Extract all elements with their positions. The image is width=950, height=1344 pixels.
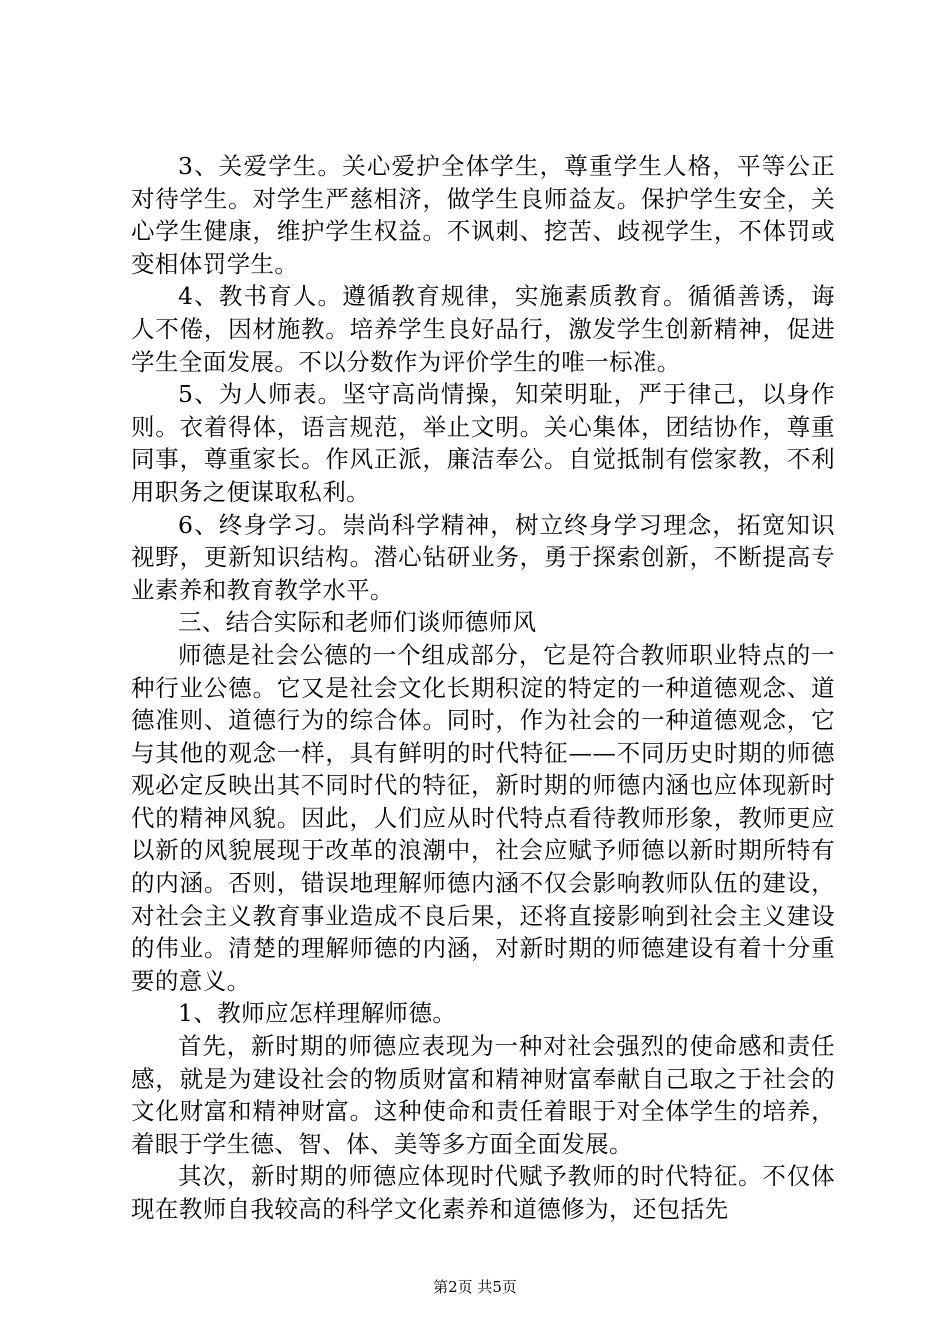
page-number-footer: 第2页 共5页 — [433, 1278, 517, 1296]
paragraph-role-model: 5、为人师表。坚守高尚情操，知荣明耻，严于律己，以身作则。衣着得体，语言规范，举止文明。关心集体，团结协作，尊重同事，尊重家长。作风正派，廉洁奉公。自觉抵制有偿家教，不利用职务之便谋取私利。 — [131, 380, 835, 506]
paragraph-teacher-ethics-definition: 师德是社会公德的一个组成部分，它是符合教师职业特点的一种行业公德。它又是社会文化长期积淀的特定的一种道德观念、道德准则、道德行为的综合体。同时，作为社会的一种道德观念，它与其他的观念一样，具有鲜明的时代特征——不同历史时期的师德观必定反映出其不同时代的特征，新时期的师德内涵也应体现新时代的精神风貌。因此，人们应从时代特点看待教师形象，教师更应以新的风貌展现于改革的浪潮中，社会应赋予师德以新时期所特有的内涵。否则，错误地理解师德内涵不仅会影响教师队伍的建设，对社会主义教育事业造成不良后果，还将直接影响到社会主义建设的伟业。清楚的理解师德的内涵，对新时期的师德建设有着十分重要的意义。 — [131, 640, 835, 995]
section-heading-three: 三、结合实际和老师们谈师德师风 — [178, 608, 537, 637]
document-body — [131, 150, 835, 1226]
paragraph-care-for-students: 3、关爱学生。关心爱护全体学生，尊重学生人格，平等公正对待学生。对学生严慈相济，做学生良师益友。保护学生安全，关心学生健康，维护学生权益。不讽刺、挖苦、歧视学生，不体罚或变相体罚学生。 — [131, 152, 835, 278]
paragraph-lifelong-learning: 6、终身学习。崇尚科学精神，树立终身学习理念，拓宽知识视野，更新知识结构。潜心钻研业务，勇于探索创新，不断提高专业素养和教育教学水平。 — [131, 510, 835, 604]
paragraph-second-point: 其次，新时期的师德应体现时代赋予教师的时代特征。不仅体现在教师自我较高的科学文化素养和道德修为，还包括先 — [131, 1162, 835, 1223]
subheading-understand-ethics: 1、教师应怎样理解师德。 — [178, 999, 457, 1028]
paragraph-teach-and-educate: 4、教书育人。遵循教育规律，实施素质教育。循循善诱，诲人不倦，因材施教。培养学生良好品行，激发学生创新精神，促进学生全面发展。不以分数作为评价学生的唯一标准。 — [131, 282, 835, 376]
paragraph-first-point: 首先，新时期的师德应表现为一种对社会强烈的使命感和责任感，就是为建设社会的物质财富和精神财富奉献自己取之于社会的文化财富和精神财富。这种使命和责任着眼于对全体学生的培养，着眼于学生德、智、体、美等多方面全面发展。 — [131, 1032, 835, 1158]
